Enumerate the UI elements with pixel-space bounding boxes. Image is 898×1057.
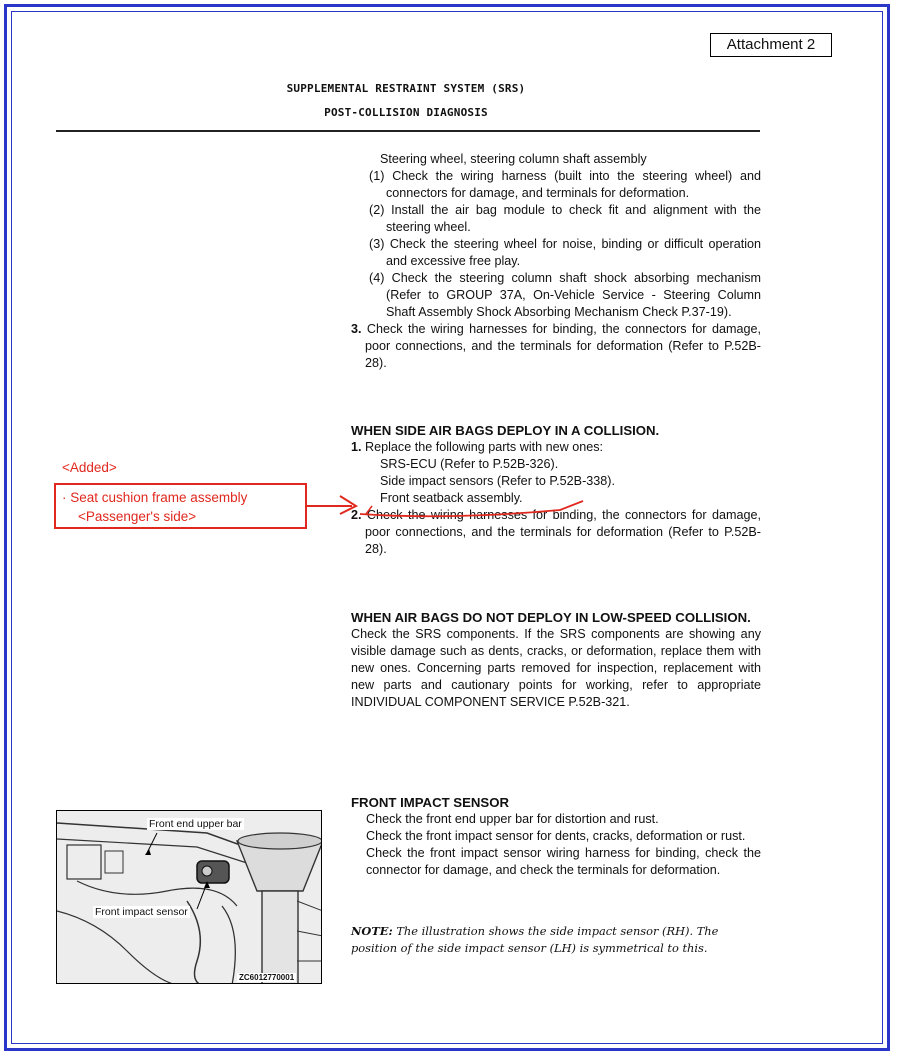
header-subtitle: POST-COLLISION DIAGNOSIS [324,106,488,119]
step-item: 3. Check the wiring harnesses for binding, the connectors for damage, poor connections, and the terminals for deformation (Refer to P.52B-28). [351,322,762,370]
check-line: Check the front impact sensor wiring harness for binding, check the connector for damage, and check the terminals for deformation. [366,846,761,877]
check-line: Check the front impact sensor for dents, cracks, deformation or rust. [366,829,746,843]
section-body: Check the SRS components. If the SRS components are showing any visible damage such as dents, cracks, or deformation, replace them with new ones. Concerning parts removed for inspection, replacement with new parts and cautionary points for working, refer to appropriate INDIVIDUAL COMPONENT SERVICE P.52B-321. [351,627,761,709]
figure-label-sensor: Front impact sensor [95,906,188,918]
step-item: 1. Replace the following parts with new ones: [351,440,604,454]
sensor-illustration [57,811,322,984]
note-text: The illustration shows the side impact sensor (RH). The position of the side impact sensor (LH) is symmetrical to this. [351,924,719,955]
note-prefix: NOTE: [351,924,393,938]
list-item: (4) Check the steering column shaft shock absorbing mechanism (Refer to GROUP 37A, On-Vehicle Service - Steering Column Shaft Assembly Shock Absorbing Mechanism Check P.37-19). [369,271,761,319]
list-item: (2) Install the air bag module to check fit and alignment with the steering wheel. [369,203,761,234]
figure-code: ZC6012770001 [239,973,295,982]
section-heading: WHEN AIR BAGS DO NOT DEPLOY IN LOW-SPEED COLLISION. [351,610,751,625]
attachment-label: Attachment 2 [710,33,832,57]
section-front-impact [351,794,761,879]
sensor-figure [56,810,322,984]
figure-label-upper-bar: Front end upper bar [149,818,242,830]
header-title: SUPPLEMENTAL RESTRAINT SYSTEM (SRS) [286,82,526,95]
part-item: Side impact sensors (Refer to P.52B-338). [380,474,615,488]
check-line: Check the front end upper bar for distortion and rust. [366,812,659,826]
section-heading: FRONT IMPACT SENSOR [351,795,510,810]
added-item: · Seat cushion frame assembly [62,490,248,505]
step-item: 2. Check the wiring harnesses for binding, the connectors for damage, poor connections, and the terminals for deformation (Refer to P.52B-28). [351,508,762,556]
list-item: (3) Check the steering wheel for noise, binding or difficult operation and excessive free play. [369,237,762,268]
list-item: (1) Check the wiring harness (built into the steering wheel) and connectors for damage, and terminals for deformation. [369,169,762,200]
section-intro: Steering wheel, steering column shaft assembly [380,152,647,166]
note [351,923,761,957]
section-heading: WHEN SIDE AIR BAGS DEPLOY IN A COLLISION. [351,423,660,438]
section-low-speed [351,609,761,711]
part-item: Front seatback assembly. [380,491,523,505]
added-item-note: <Passenger's side> [78,509,197,524]
part-item: SRS-ECU (Refer to P.52B-326). [380,457,559,471]
added-label: <Added> [62,460,117,475]
